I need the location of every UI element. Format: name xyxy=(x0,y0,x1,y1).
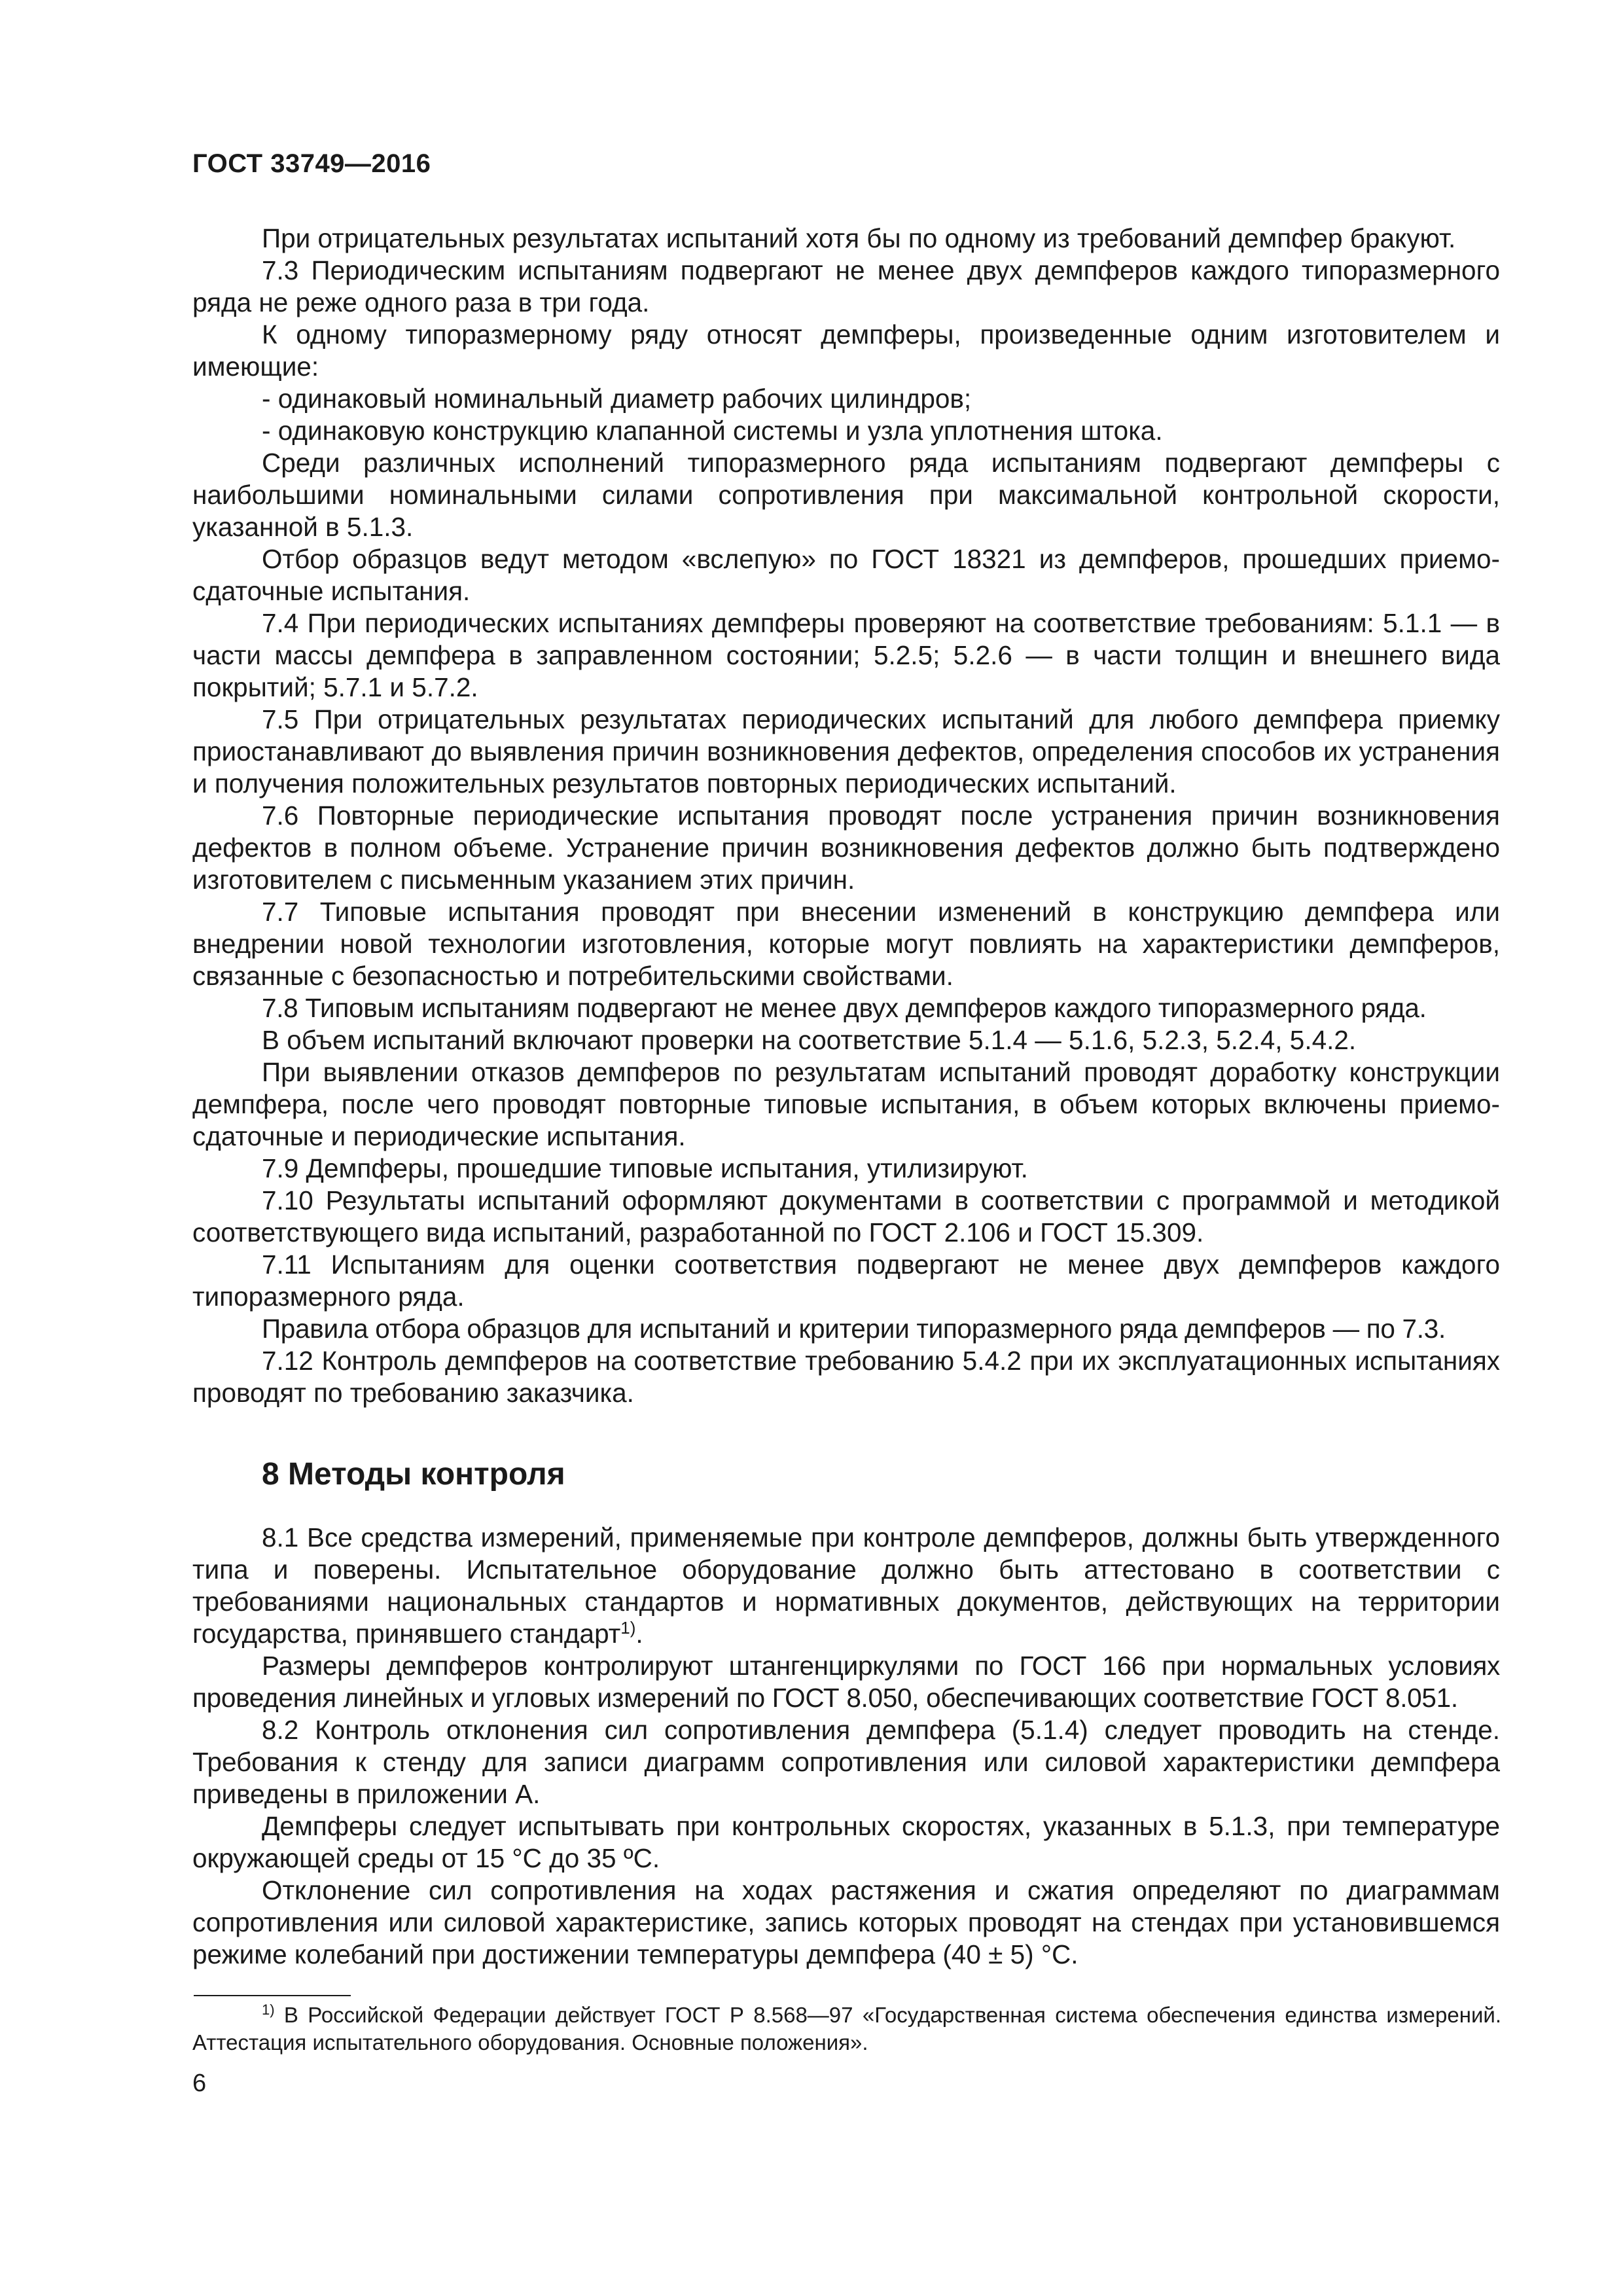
paragraph: К одному типоразмерному ряду относят демпферы, произведенные одним изготовителем и имеющие: xyxy=(192,319,1500,382)
paragraph: Размеры демпферов контролируют штангенциркулями по ГОСТ 166 при нормальных условиях проведения линейных и угловых измерений по ГОСТ 8.050, обеспечивающих соответствие ГОСТ 8.051. xyxy=(192,1651,1500,1713)
standard-code-header: ГОСТ 33749—2016 xyxy=(192,149,431,178)
paragraph: Отклонение сил сопротивления на ходах растяжения и сжатия определяют по диаграммам сопротивления или силовой характеристике, запись которых проводят на стендах при установившемся режиме колебаний при достижении температуры демпфера (40 ± 5) °С. xyxy=(192,1875,1500,1969)
paragraph: При отрицательных результатах испытаний хотя бы по одному из требований демпфер бракуют. xyxy=(262,223,1456,253)
footnote-text: В Российской Федерации действует ГОСТ Р 8.568—97 «Государственная система обеспечения единства измерений. Аттестация испытательного оборудования. Основные положения». xyxy=(192,2003,1501,2054)
list-item: - одинаковую конструкцию клапанной системы и узла уплотнения штока. xyxy=(262,416,1163,446)
paragraph: 7.10 Результаты испытаний оформляют документами в соответствии с программой и методикой соответствующего вида испытаний, разработанной по ГОСТ 2.106 и ГОСТ 15.309. xyxy=(192,1185,1500,1247)
paragraph: Отбор образцов ведут методом «вслепую» по ГОСТ 18321 из демпферов, прошедших приемо-сдаточные испытания. xyxy=(192,544,1500,606)
paragraph: 7.6 Повторные периодические испытания проводят после устранения причин возникновения дефектов в полном объеме. Устранение причин возникновения дефектов должно быть подтверждено изготовителем с письменным указанием этих причин. xyxy=(192,800,1500,895)
section-heading: 8 Методы контроля xyxy=(262,1457,565,1492)
paragraph: 7.12 Контроль демпферов на соответствие требованию 5.4.2 при их эксплуатационных испытаниях проводят по требованию заказчика. xyxy=(192,1346,1500,1408)
paragraph: 7.3 Периодическим испытаниям подвергают не менее двух демпферов каждого типоразмерного ряда не реже одного раза в три года. xyxy=(192,255,1500,317)
paragraph: Правила отбора образцов для испытаний и критерии типоразмерного ряда демпферов — по 7.3. xyxy=(262,1314,1446,1344)
paragraph: В объем испытаний включают проверки на соответствие 5.1.4 — 5.1.6, 5.2.3, 5.2.4, 5.4.2. xyxy=(262,1025,1357,1055)
footnote xyxy=(192,2001,1501,2056)
page-number: 6 xyxy=(192,2070,207,2097)
paragraph: 7.8 Типовым испытаниям подвергают не менее двух демпферов каждого типоразмерного ряда. xyxy=(262,993,1427,1023)
paragraph xyxy=(192,1522,1500,1650)
paragraph-end: . xyxy=(635,1619,643,1649)
body-text xyxy=(192,223,1500,1971)
paragraph: 7.5 При отрицательных результатах периодических испытаний для любого демпфера приемку приостанавливают до выявления причин возникновения дефектов, определения способов их устранения и получения положительных результатов повторных периодических испытаний. xyxy=(192,704,1500,798)
paragraph: Среди различных исполнений типоразмерного ряда испытаниям подвергают демпферы с наибольшими номинальными силами сопротивления при максимальной контрольной скорости, указанной в 5.1.3. xyxy=(192,448,1500,542)
paragraph: Демпферы следует испытывать при контрольных скоростях, указанных в 5.1.3, при температуре окружающей среды от 15 °С до 35 ºС. xyxy=(192,1811,1500,1873)
paragraph: 7.11 Испытаниям для оценки соответствия подвергают не менее двух демпферов каждого типоразмерного ряда. xyxy=(192,1249,1500,1312)
paragraph: 7.7 Типовые испытания проводят при внесении изменений в конструкцию демпфера или внедрении новой технологии изготовления, которые могут повлиять на характеристики демпферов, связанные с безопасностью и потребительскими свойствами. xyxy=(192,897,1500,991)
footnote-reference[interactable]: 1) xyxy=(620,1618,636,1638)
paragraph: 7.9 Демпферы, прошедшие типовые испытания, утилизируют. xyxy=(262,1153,1028,1183)
list-item: - одинаковый номинальный диаметр рабочих цилиндров; xyxy=(262,384,972,414)
paragraph: При выявлении отказов демпферов по результатам испытаний проводят доработку конструкции демпфера, после чего проводят повторные типовые испытания, в объем которых включены приемо-сдаточные и периодические испытания. xyxy=(192,1057,1500,1151)
paragraph-text: 8.1 Все средства измерений, применяемые при контроле демпферов, должны быть утвержденного типа и поверены. Испытательное оборудование должно быть аттестовано в соответствии с требованиями национальных стандартов и нормативных документов, действующих на территории государства, принявшего стандарт xyxy=(192,1522,1500,1649)
paragraph: 8.2 Контроль отклонения сил сопротивления демпфера (5.1.4) следует проводить на стенде. Требования к стенду для записи диаграмм сопротивления или силовой характеристики демпфера приведены в приложении А. xyxy=(192,1715,1500,1809)
footnote-mark: 1) xyxy=(262,2001,275,2018)
paragraph: 7.4 При периодических испытаниях демпферы проверяют на соответствие требованиям: 5.1.1 — в части массы демпфера в заправленном состоянии; 5.2.5; 5.2.6 — в части толщин и внешнего вида покрытий; 5.7.1 и 5.7.2. xyxy=(192,608,1500,702)
footnote-divider xyxy=(194,1995,351,1996)
